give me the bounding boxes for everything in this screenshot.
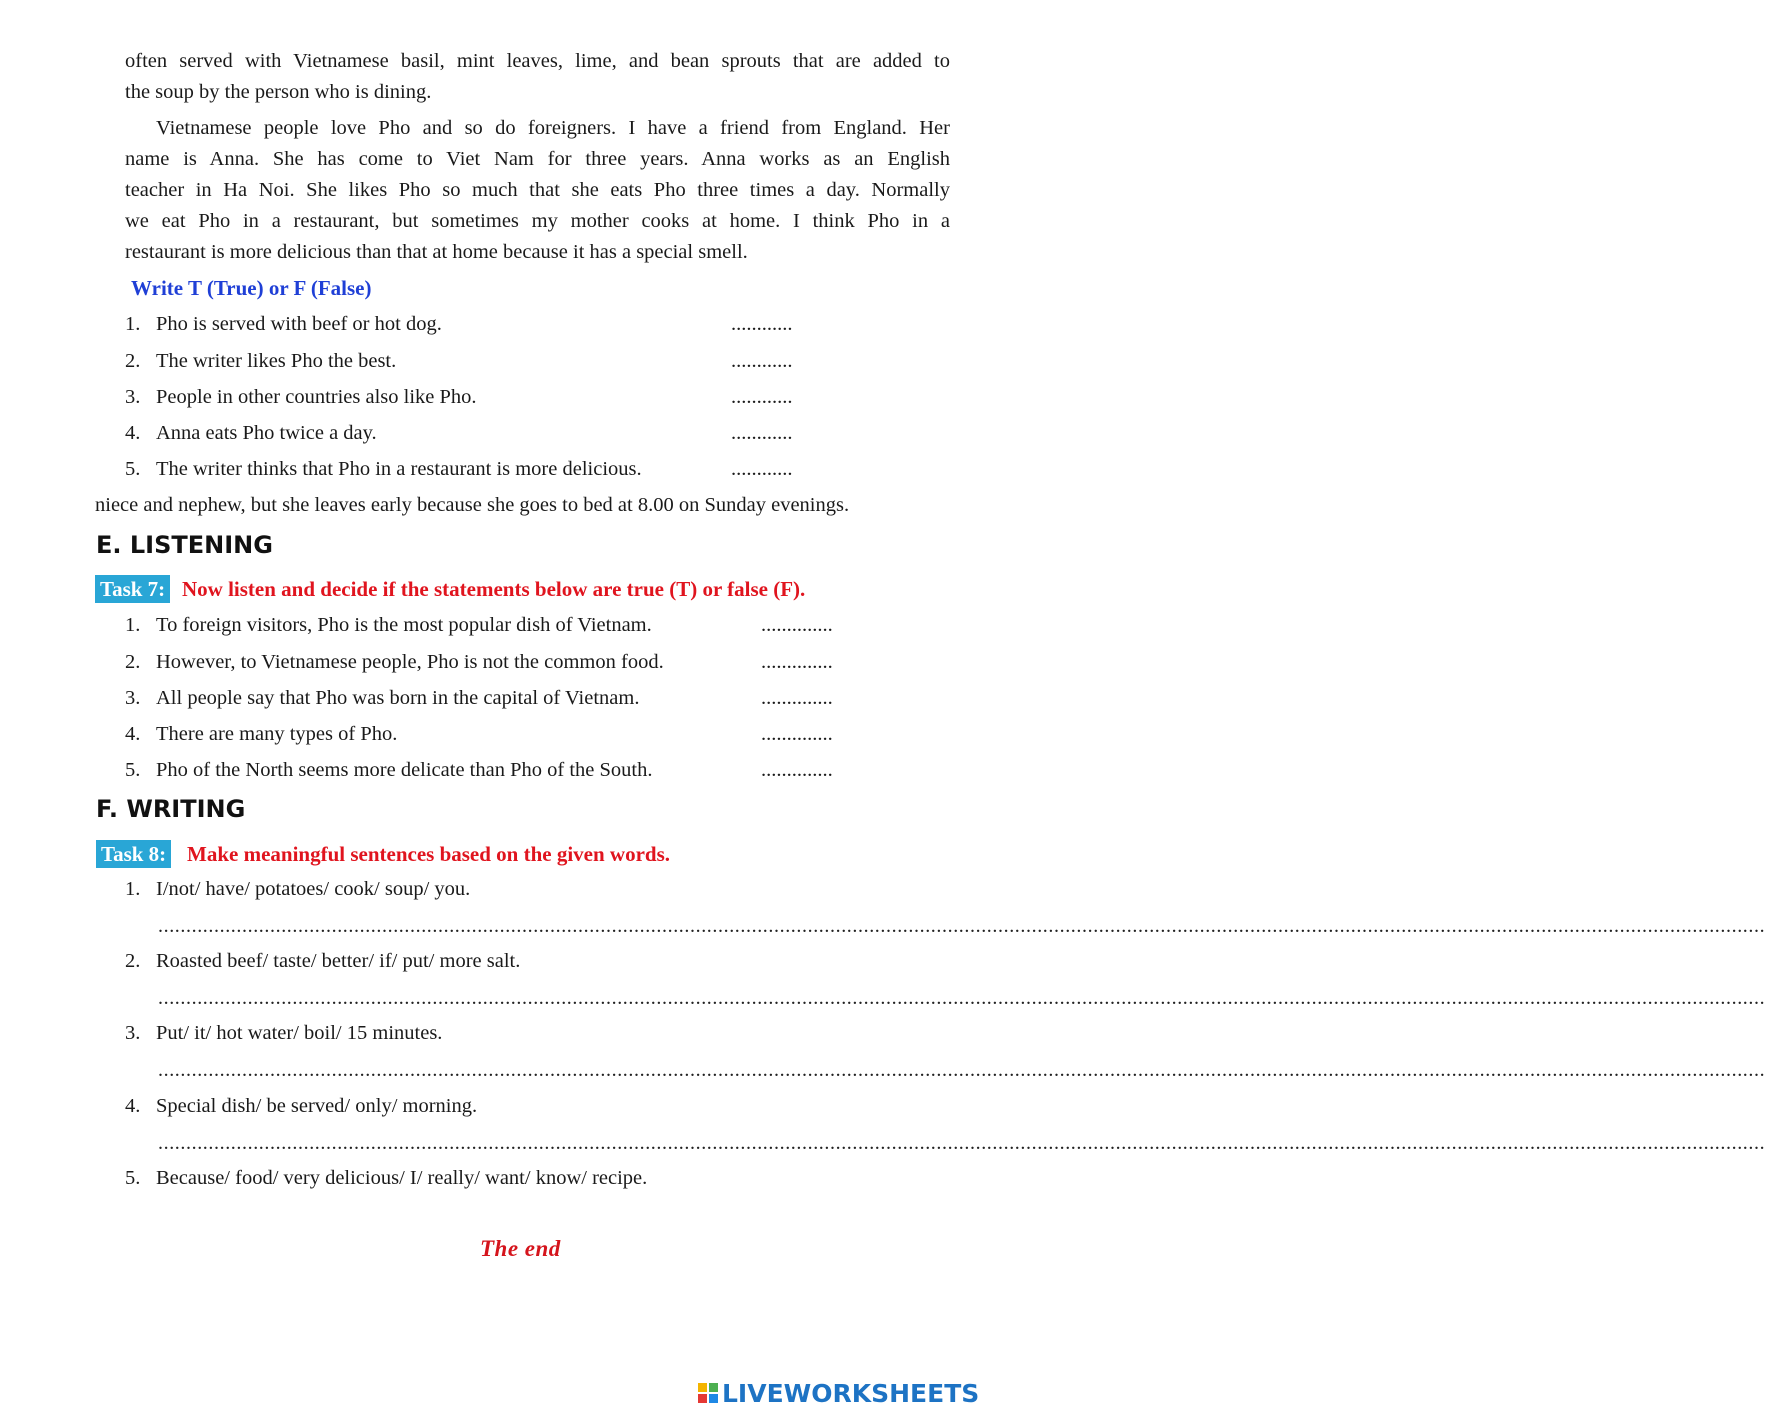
item-text: The writer thinks that Pho in a restaurant is more delicious.: [156, 458, 642, 480]
logo-text: LIVEWORKSHEETS: [722, 1378, 980, 1408]
paragraph-line: name is Anna. She has come to Viet Nam for three years. Anna works as an English: [125, 148, 950, 170]
tf-answer-blank[interactable]: ............: [731, 422, 793, 444]
listening-item: [125, 647, 664, 677]
paragraph-line: often served with Vietnamese basil, mint leaves, lime, and bean sprouts that are added to: [125, 50, 950, 72]
item-number: 4.: [125, 422, 141, 444]
writing-answer-line[interactable]: ...............................................................................................................................................................................................................................................................................................: [158, 915, 1765, 937]
writing-answer-line[interactable]: ...............................................................................................................................................................................................................................................................................................: [158, 1059, 1765, 1081]
task-7-instruction: Now listen and decide if the statements below are true (T) or false (F).: [182, 577, 806, 601]
item-text: Special dish/ be served/ only/ morning.: [156, 1095, 478, 1117]
item-number: 5.: [125, 458, 141, 480]
listening-heading: E. LISTENING: [96, 531, 273, 559]
the-end-label: The end: [480, 1236, 561, 1261]
item-text: Pho is served with beef or hot dog.: [156, 313, 442, 335]
item-text: Because/ food/ very delicious/ I/ really/ want/ know/ recipe.: [156, 1167, 648, 1189]
item-number: 5.: [125, 1167, 141, 1189]
tf-item: [125, 346, 396, 376]
item-number: 2.: [125, 651, 141, 673]
item-text: Pho of the North seems more delicate than Pho of the South.: [156, 759, 653, 781]
item-text: Put/ it/ hot water/ boil/ 15 minutes.: [156, 1022, 443, 1044]
tf-item: [125, 454, 642, 484]
item-text: I/not/ have/ potatoes/ cook/ soup/ you.: [156, 878, 471, 900]
item-text: The writer likes Pho the best.: [156, 350, 397, 372]
tf-answer-blank[interactable]: ............: [731, 350, 793, 372]
item-number: 3.: [125, 386, 141, 408]
listening-answer-blank[interactable]: ..............: [761, 687, 833, 709]
task-8-instruction: Make meaningful sentences based on the given words.: [187, 842, 671, 866]
listening-item: [125, 610, 652, 640]
listening-item: [125, 719, 397, 749]
item-text: Anna eats Pho twice a day.: [156, 422, 377, 444]
writing-item: [125, 946, 520, 976]
paragraph-line: we eat Pho in a restaurant, but sometimes my mother cooks at home. I think Pho in a: [125, 210, 950, 232]
stray-text-line: niece and nephew, but she leaves early because she goes to bed at 8.00 on Sunday evenings.: [95, 494, 850, 516]
item-text: Roasted beef/ taste/ better/ if/ put/ more salt.: [156, 950, 521, 972]
writing-heading: F. WRITING: [96, 795, 246, 823]
item-number: 1.: [125, 878, 141, 900]
logo-blocks-icon: [697, 1382, 719, 1404]
listening-answer-blank[interactable]: ..............: [761, 651, 833, 673]
reading-paragraph-2: [125, 113, 950, 268]
tf-item: [125, 309, 442, 339]
item-number: 1.: [125, 313, 141, 335]
item-number: 5.: [125, 759, 141, 781]
item-text: All people say that Pho was born in the capital of Vietnam.: [156, 687, 640, 709]
true-false-title: Write T (True) or F (False): [131, 276, 372, 300]
listening-answer-blank[interactable]: ..............: [761, 614, 833, 636]
tf-item: [125, 382, 477, 412]
listening-answer-blank[interactable]: ..............: [761, 759, 833, 781]
item-number: 1.: [125, 614, 141, 636]
writing-answer-line[interactable]: ...............................................................................................................................................................................................................................................................................................: [158, 987, 1765, 1009]
task-7-badge: Task 7:: [95, 575, 170, 603]
item-number: 3.: [125, 687, 141, 709]
item-number: 2.: [125, 350, 141, 372]
writing-item: [125, 1163, 647, 1193]
tf-answer-blank[interactable]: ............: [731, 458, 793, 480]
tf-answer-blank[interactable]: ............: [731, 313, 793, 335]
listening-item: [125, 683, 639, 713]
paragraph-line: restaurant is more delicious than that at home because it has a special smell.: [125, 241, 748, 263]
paragraph-line: the soup by the person who is dining.: [125, 81, 432, 103]
paragraph-line: teacher in Ha Noi. She likes Pho so much that she eats Pho three times a day. Normally: [125, 179, 950, 201]
reading-paragraph-1: [125, 46, 950, 108]
tf-item: [125, 418, 377, 448]
item-text: People in other countries also like Pho.: [156, 386, 477, 408]
item-number: 2.: [125, 950, 141, 972]
tf-answer-blank[interactable]: ............: [731, 386, 793, 408]
liveworksheets-logo: [697, 1377, 979, 1409]
item-text: To foreign visitors, Pho is the most popular dish of Vietnam.: [156, 614, 652, 636]
item-text: There are many types of Pho.: [156, 723, 398, 745]
item-number: 4.: [125, 1095, 141, 1117]
task-8-badge: Task 8:: [96, 840, 171, 868]
listening-answer-blank[interactable]: ..............: [761, 723, 833, 745]
listening-item: [125, 755, 652, 785]
writing-item: [125, 1091, 477, 1121]
writing-item: [125, 1018, 442, 1048]
writing-item: [125, 874, 470, 904]
item-text: However, to Vietnamese people, Pho is not the common food.: [156, 651, 664, 673]
paragraph-line: Vietnamese people love Pho and so do foreigners. I have a friend from England. Her: [156, 117, 950, 139]
item-number: 4.: [125, 723, 141, 745]
item-number: 3.: [125, 1022, 141, 1044]
writing-answer-line[interactable]: ...............................................................................................................................................................................................................................................................................................: [158, 1132, 1765, 1154]
